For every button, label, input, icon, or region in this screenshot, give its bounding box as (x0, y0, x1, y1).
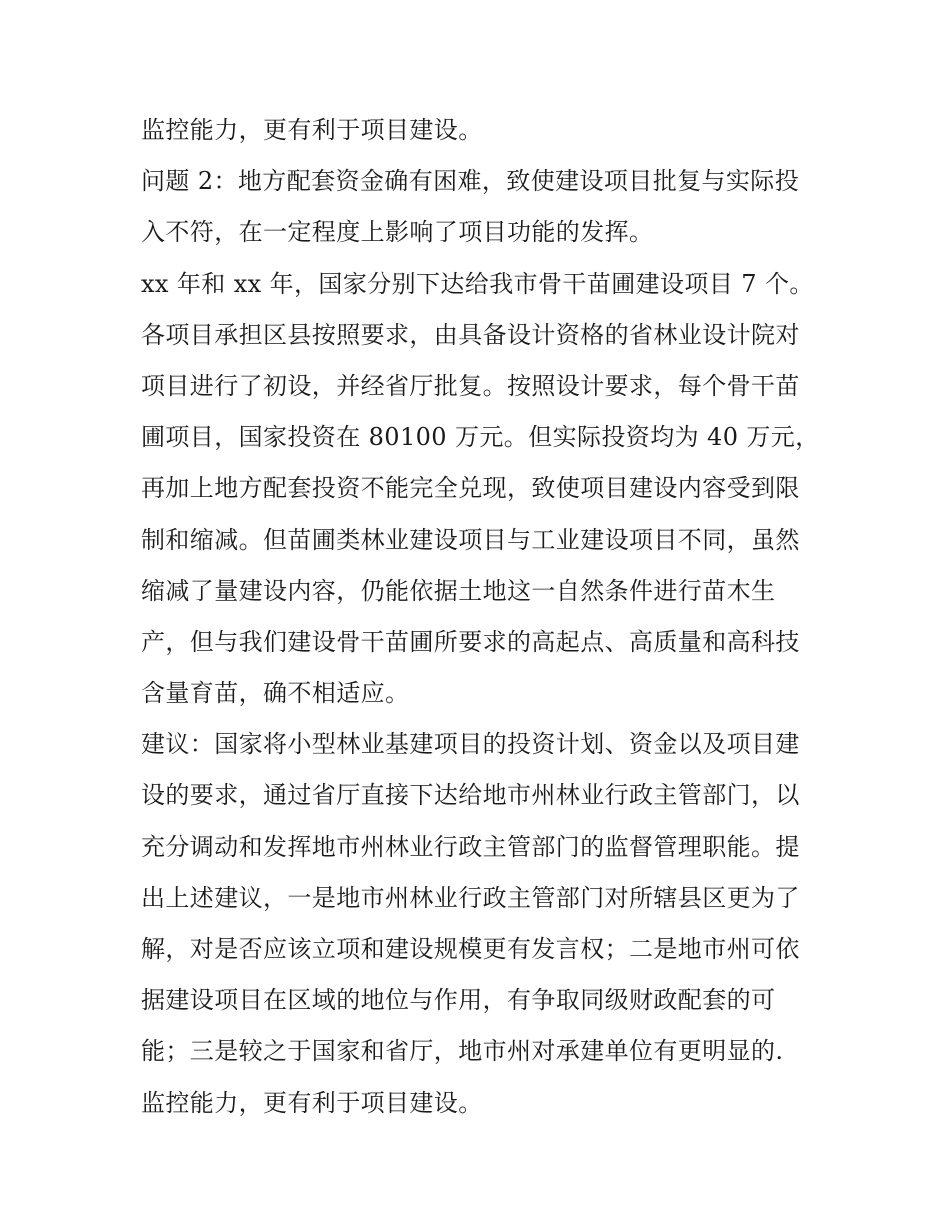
text-line: 建议：国家将小型林业基建项目的投资计划、资金以及项目建 (141, 730, 800, 759)
text-line: 制和缩减。但苗圃类林业建设项目与工业建设项目不同，虽然 (141, 525, 800, 554)
text-line: 解，对是否应该立项和建设规模更有发言权；二是地市州可依 (141, 935, 800, 963)
document-body (141, 105, 821, 1129)
text-line: 含量育苗，确不相适应。 (141, 679, 410, 708)
text-line: 能；三是较之于国家和省厅，地市州对承建单位有更明显的. (141, 1037, 784, 1066)
text-line: 各项目承担区县按照要求，由具备设计资格的省林业设计院对 (141, 320, 800, 349)
text-line: 产，但与我们建设骨干苗圃所要求的高起点、高质量和高科技 (141, 627, 800, 656)
text-line: xx 年和 xx 年，国家分别下达给我市骨干苗圃建设项目 7 个。 (141, 269, 814, 298)
text-line: 再加上地方配套投资不能完全兑现，致使项目建设内容受到限 (141, 474, 800, 503)
text-line: 据建设项目在区域的地位与作用，有争取同级财政配套的可 (141, 986, 776, 1015)
text-line: 充分调动和发挥地市州林业行政主管部门的监督管理职能。提 (141, 832, 800, 861)
text-line: 项目进行了初设，并经省厅批复。按照设计要求，每个骨干苗 (141, 371, 800, 400)
text-line: 出上述建议，一是地市州林业行政主管部门对所辖县区更为了 (141, 883, 800, 912)
text-line: 缩减了量建设内容，仍能依据土地这一自然条件进行苗木生 (141, 576, 776, 605)
text-line: 问题 2：地方配套资金确有困难，致使建设项目批复与实际投 (141, 167, 800, 196)
text-line: 设的要求，通过省厅直接下达给地市州林业行政主管部门，以 (141, 781, 800, 810)
text-line: 监控能力，更有利于项目建设。 (141, 116, 483, 144)
text-line: 入不符，在一定程度上影响了项目功能的发挥。 (141, 218, 654, 247)
text-line: 圃项目，国家投资在 80100 万元。但实际投资均为 40 万元， (141, 423, 820, 452)
text-line: 监控能力，更有利于项目建设。 (141, 1088, 483, 1117)
